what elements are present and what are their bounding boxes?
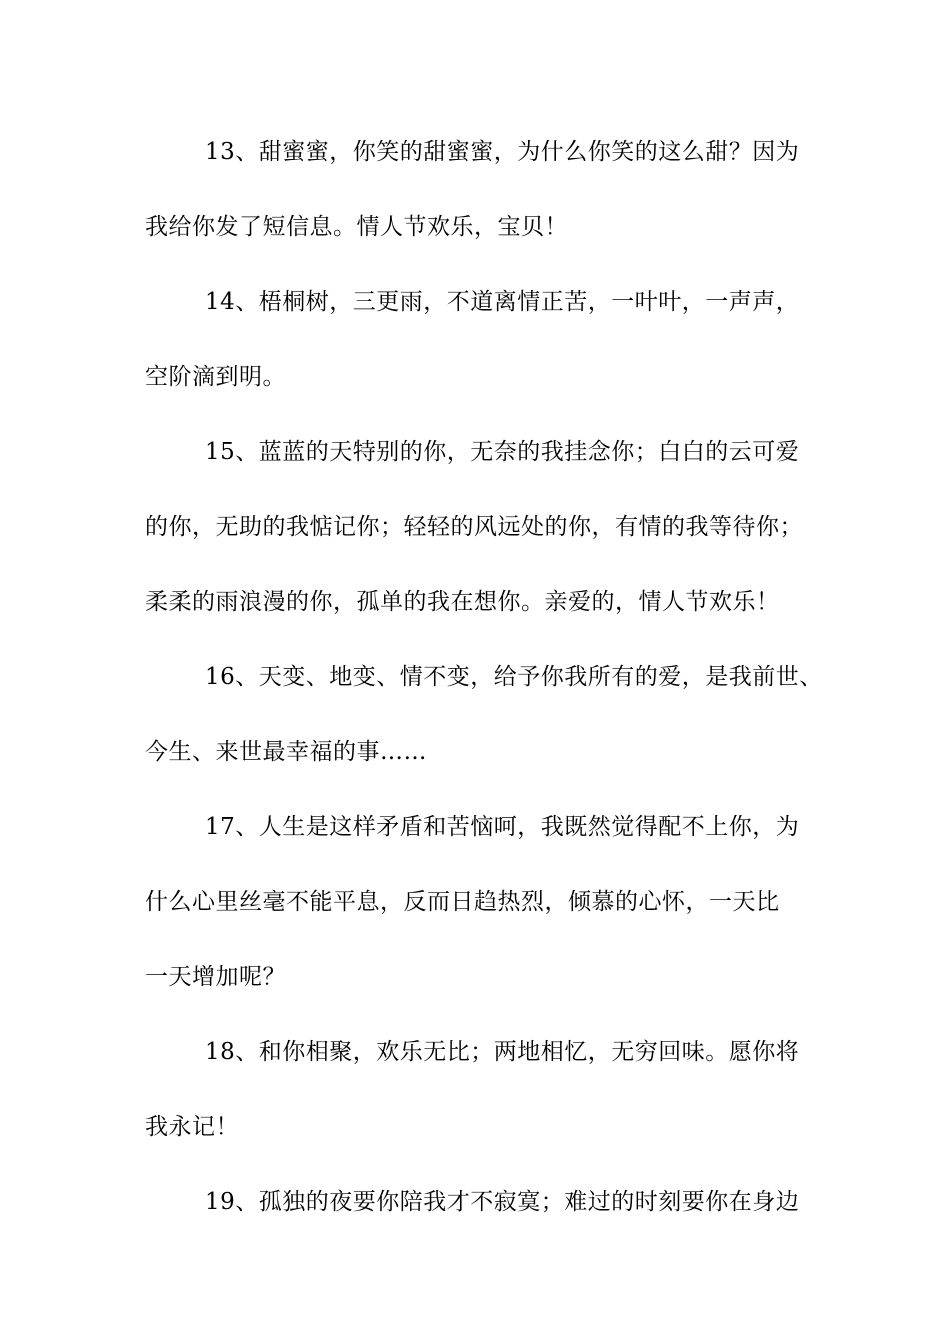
paragraph-19-line-1: 19、孤独的夜要你陪我才不寂寞；难过的时刻要你在身边: [205, 1189, 800, 1215]
paragraph-17-line-1: 17、人生是这样矛盾和苦恼呵，我既然觉得配不上你，为: [205, 814, 800, 840]
paragraph-17-line-2: 什么心里丝毫不能平息，反而日趋热烈，倾慕的心怀，一天比: [145, 889, 780, 915]
paragraph-15-line-3: 柔柔的雨浪漫的你，孤单的我在想你。亲爱的，情人节欢乐！: [145, 589, 780, 615]
paragraph-18-line-2: 我永记！: [145, 1114, 239, 1140]
paragraph-16-line-2: 今生、来世最幸福的事……: [145, 739, 427, 765]
body-text: [145, 132, 825, 1257]
paragraph-16-line-1: 16、天变、地变、情不变，给予你我所有的爱，是我前世、: [205, 664, 823, 690]
paragraph-15-line-2: 的你，无助的我惦记你；轻轻的风远处的你，有情的我等待你；: [145, 514, 803, 540]
paragraph-13-line-2: 我给你发了短信息。情人节欢乐，宝贝！: [145, 214, 568, 240]
paragraph-13-line-1: 13、甜蜜蜜，你笑的甜蜜蜜，为什么你笑的这么甜？因为: [205, 139, 800, 165]
paragraph-17-line-3: 一天增加呢？: [145, 964, 286, 990]
paragraph-15-line-1: 15、蓝蓝的天特别的你，无奈的我挂念你；白白的云可爱: [205, 439, 800, 465]
paragraph-14-line-2: 空阶滴到明。: [145, 364, 286, 390]
paragraph-14-line-1: 14、梧桐树，三更雨，不道离情正苦，一叶叶，一声声，: [205, 289, 800, 315]
paragraph-18-line-1: 18、和你相聚，欢乐无比；两地相忆，无穷回味。愿你将: [205, 1039, 800, 1065]
